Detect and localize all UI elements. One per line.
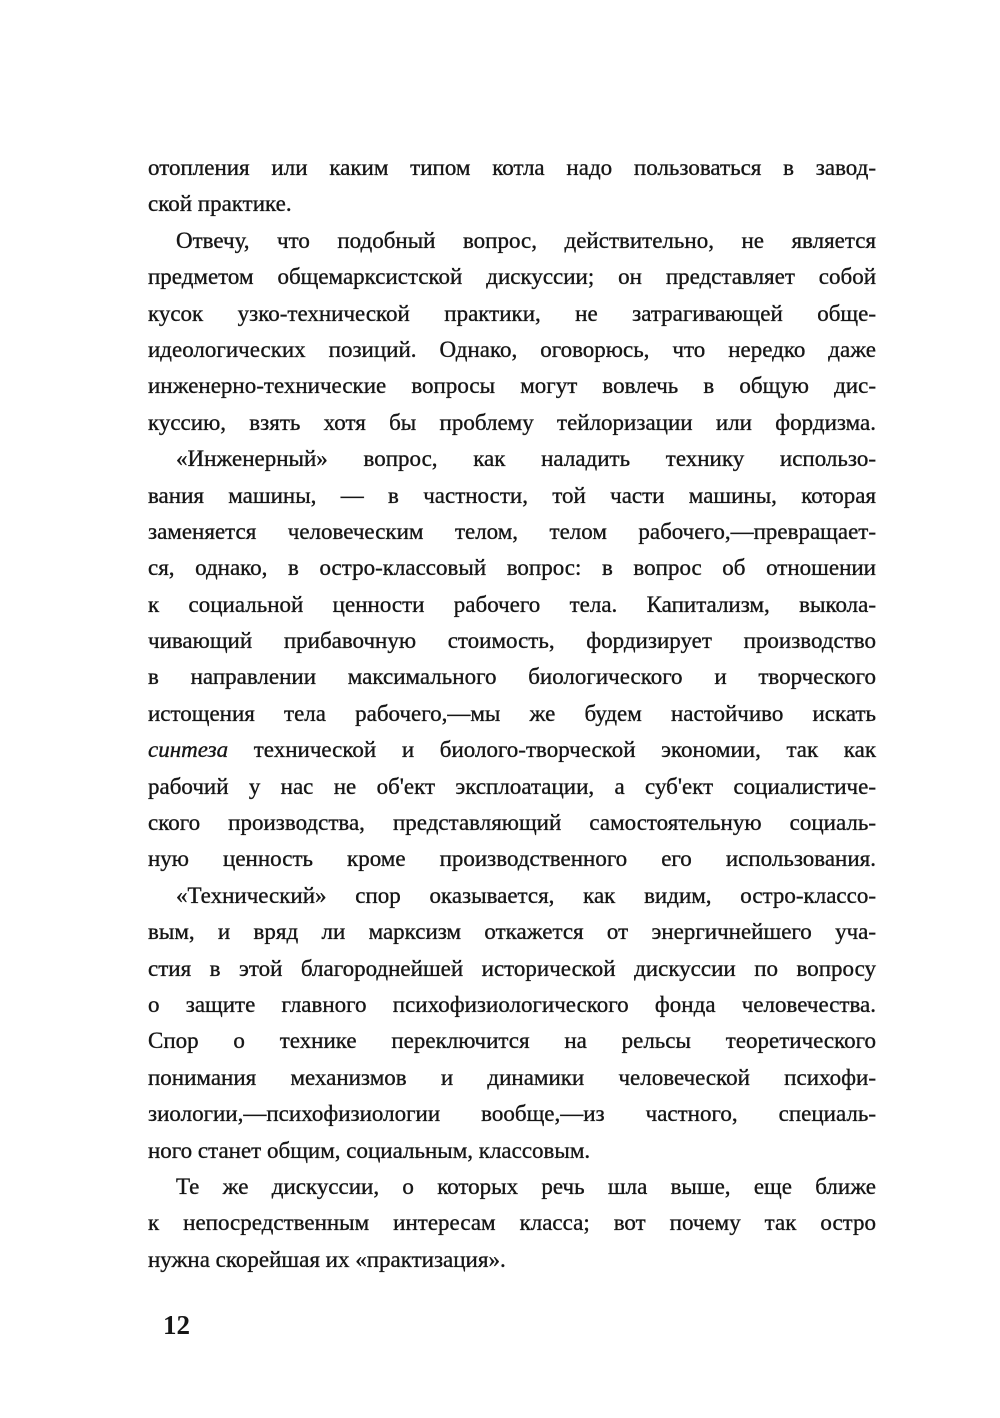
text-line: рабочий у нас не об'ект эксплоатации, а суб'ект социалистиче- [148, 773, 876, 799]
text-line: истощения тела рабочего,—мы же будем настойчиво искать [148, 700, 876, 726]
text-line: вания машины, — в частности, той части машины, которая [148, 482, 876, 508]
italic-emphasis: синтеза [148, 737, 229, 763]
text-line: ского производства, представляющий самостоятельную социаль- [148, 810, 876, 836]
text-line: ную ценность кроме производственного его использования. [148, 846, 876, 872]
paragraph [148, 1169, 876, 1278]
page-body-text [148, 150, 876, 1278]
text-line: куссию, взять хотя бы проблему тейлоризации или фордизма. [148, 409, 876, 435]
text-line: к непосредственным интересам класса; вот почему так остро [148, 1210, 876, 1236]
text-line: в направлении максимального биологического и творческого [148, 664, 876, 690]
paragraph [148, 878, 876, 1169]
text-line: ской практике. [148, 191, 292, 217]
text-line: «Технический» спор оказывается, как видим, остро-классо- [176, 882, 876, 908]
text-line: ного станет общим, социальным, классовым. [148, 1137, 591, 1163]
text-line: понимания механизмов и динамики человеческой психофи- [148, 1064, 876, 1090]
paragraph [148, 441, 876, 878]
text-line: инженерно-технические вопросы могут вовлечь в общую дис- [148, 373, 876, 399]
text-line: идеологических позиций. Однако, оговорюсь, что нередко даже [148, 336, 876, 362]
paragraph [148, 223, 876, 441]
text-line: к социальной ценности рабочего тела. Капитализм, выкола- [148, 591, 876, 617]
text-line [148, 732, 876, 768]
text-line: ся, однако, в остро-классовый вопрос: в вопрос об отношении [148, 555, 876, 581]
text-line: Отвечу, что подобный вопрос, действительно, не является [176, 227, 876, 253]
text-line: зиологии,—психофизиологии вообще,—из частного, специаль- [148, 1101, 876, 1127]
text-line: Спор о технике переключится на рельсы теоретического [148, 1028, 876, 1054]
text-line: вым, и вряд ли марксизм откажется от энергичнейшего уча- [148, 919, 876, 945]
text-line: заменяется человеческим телом, телом рабочего,—превращает- [148, 518, 876, 544]
text-line-rest: технической и биолого-творческой экономии, так как [253, 737, 877, 763]
text-line: стия в этой благороднейшей исторической дискуссии по вопросу [148, 955, 876, 981]
page-number: 12 [163, 1310, 190, 1340]
text-line: чивающий прибавочную стоимость, фордизирует производство [148, 628, 876, 654]
text-line: отопления или каким типом котла надо пользоваться в завод- [148, 155, 876, 180]
text-line: нужна скорейшая их «практизация». [148, 1246, 506, 1272]
text-line: о защите главного психофизиологического фонда человечества. [148, 991, 876, 1017]
text-line: предметом общемарксистской дискуссии; он представляет собой [148, 264, 876, 290]
text-line: «Инженерный» вопрос, как наладить технику использо- [176, 446, 876, 472]
text-line: Те же дискуссии, о которых речь шла выше, еще ближе [176, 1173, 876, 1199]
paragraph [148, 150, 876, 223]
text-line: кусок узко-технической практики, не затрагивающей обще- [148, 300, 876, 326]
